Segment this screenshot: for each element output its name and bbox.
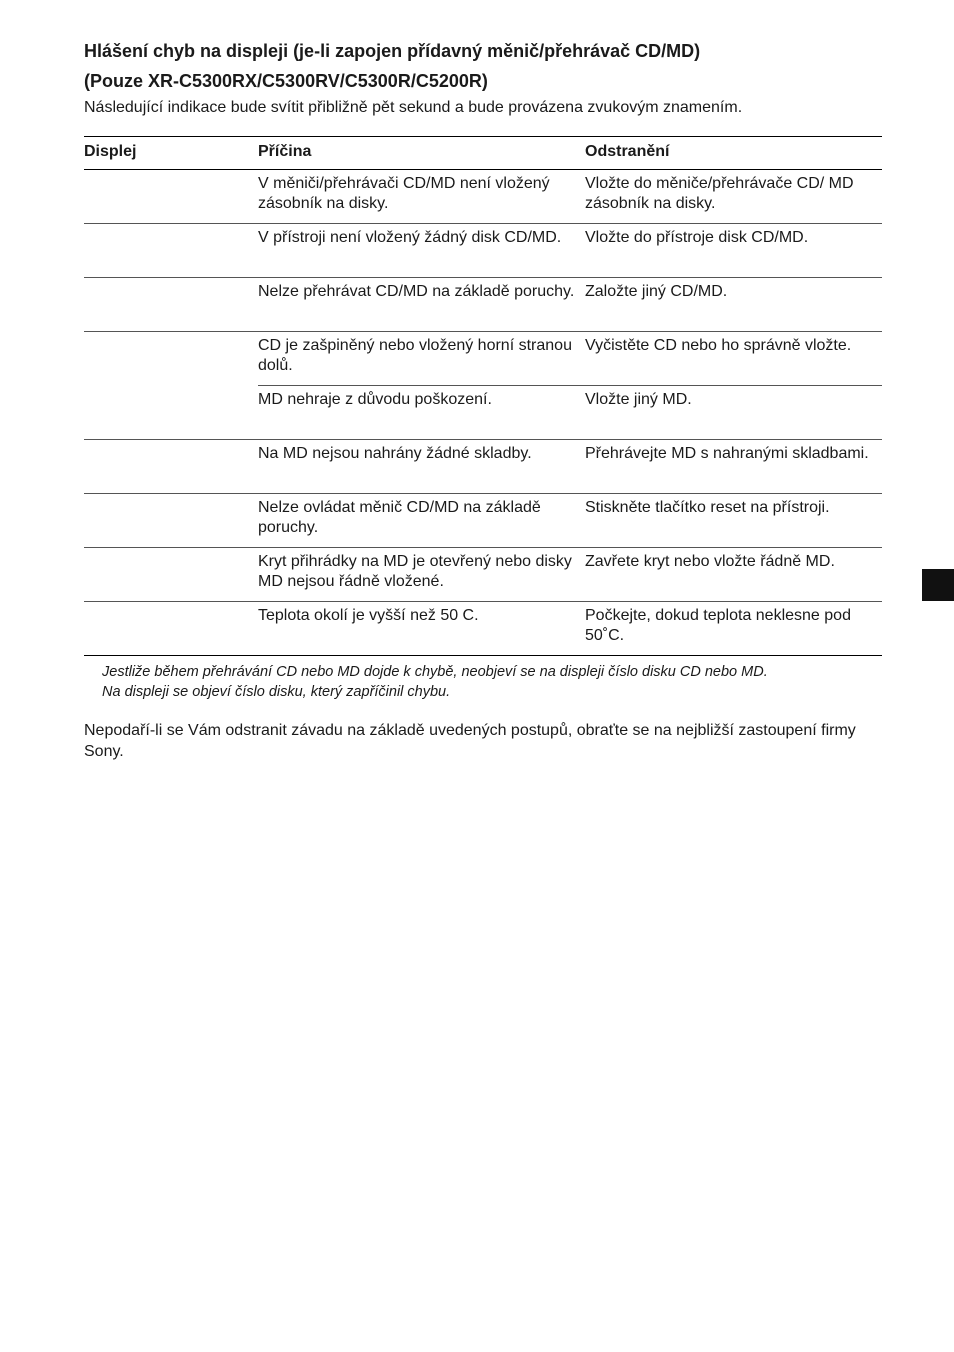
cause-cell: Na MD nejsou nahrány žádné skladby. xyxy=(258,440,585,494)
footnote-line-1: Jestliže během přehrávání CD nebo MD dojde k chybě, neobjeví se na displeji číslo disku CD nebo MD. xyxy=(102,664,768,680)
table-header-row xyxy=(84,137,882,170)
footnote-line-2: Na displeji se objeví číslo disku, který zapříčinil chybu. xyxy=(102,684,451,700)
display-cell xyxy=(84,332,258,386)
header-remedy: Odstranění xyxy=(585,137,882,170)
remedy-cell: Počkejte, dokud teplota neklesne pod 50˚C. xyxy=(585,602,882,656)
remedy-cell: Vložte do přístroje disk CD/MD. xyxy=(585,224,882,278)
remedy-cell: Založte jiný CD/MD. xyxy=(585,278,882,332)
section-heading xyxy=(84,36,882,96)
table-row xyxy=(84,386,882,440)
error-table xyxy=(84,136,882,656)
table-row xyxy=(84,548,882,602)
cause-cell: Kryt přihrádky na MD je otevřený nebo disky MD nejsou řádně vložené. xyxy=(258,548,585,602)
table-row xyxy=(84,440,882,494)
display-cell xyxy=(84,602,258,656)
manual-page xyxy=(84,36,882,762)
cause-cell: CD je zašpiněný nebo vložený horní stranou dolů. xyxy=(258,332,585,386)
display-cell xyxy=(84,224,258,278)
table-row xyxy=(84,332,882,386)
display-cell xyxy=(84,386,258,440)
table-row xyxy=(84,278,882,332)
section-tab-marker xyxy=(922,569,954,601)
table-row xyxy=(84,494,882,548)
display-cell xyxy=(84,494,258,548)
footnote xyxy=(102,662,882,702)
remedy-cell: Stiskněte tlačítko reset na přístroji. xyxy=(585,494,882,548)
header-cause: Příčina xyxy=(258,137,585,170)
heading-line-2: (Pouze XR-C5300RX/C5300RV/C5300R/C5200R) xyxy=(84,71,488,91)
cause-cell: V přístroji není vložený žádný disk CD/MD. xyxy=(258,224,585,278)
remedy-cell: Vložte do měniče/přehrávače CD/ MD zásobník na disky. xyxy=(585,170,882,224)
remedy-cell: Zavřete kryt nebo vložte řádně MD. xyxy=(585,548,882,602)
remedy-cell: Přehrávejte MD s nahranými skladbami. xyxy=(585,440,882,494)
display-cell xyxy=(84,278,258,332)
cause-cell: Teplota okolí je vyšší než 50 C. xyxy=(258,602,585,656)
header-display: Displej xyxy=(84,137,258,170)
intro-text: Následující indikace bude svítit přibližně pět sekund a bude provázena zvukovým znamením. xyxy=(84,99,743,116)
cause-cell: V měniči/přehrávači CD/MD není vložený zásobník na disky. xyxy=(258,170,585,224)
cause-cell: Nelze přehrávat CD/MD na základě poruchy. xyxy=(258,278,585,332)
cause-cell: MD nehraje z důvodu poškození. xyxy=(258,386,585,440)
table-row xyxy=(84,170,882,224)
cause-cell: Nelze ovládat měnič CD/MD na základě poruchy. xyxy=(258,494,585,548)
display-cell xyxy=(84,440,258,494)
display-cell xyxy=(84,548,258,602)
table-row xyxy=(84,224,882,278)
closing-text: Nepodaří-li se Vám odstranit závadu na základě uvedených postupů, obraťte se na nejbližší zastoupení firmy Sony. xyxy=(84,722,856,760)
heading-line-1: Hlášení chyb na displeji (je-li zapojen přídavný měnič/přehrávač CD/MD) xyxy=(84,41,701,61)
table-row xyxy=(84,602,882,656)
display-cell xyxy=(84,170,258,224)
remedy-cell: Vložte jiný MD. xyxy=(585,386,882,440)
remedy-cell: Vyčistěte CD nebo ho správně vložte. xyxy=(585,332,882,386)
